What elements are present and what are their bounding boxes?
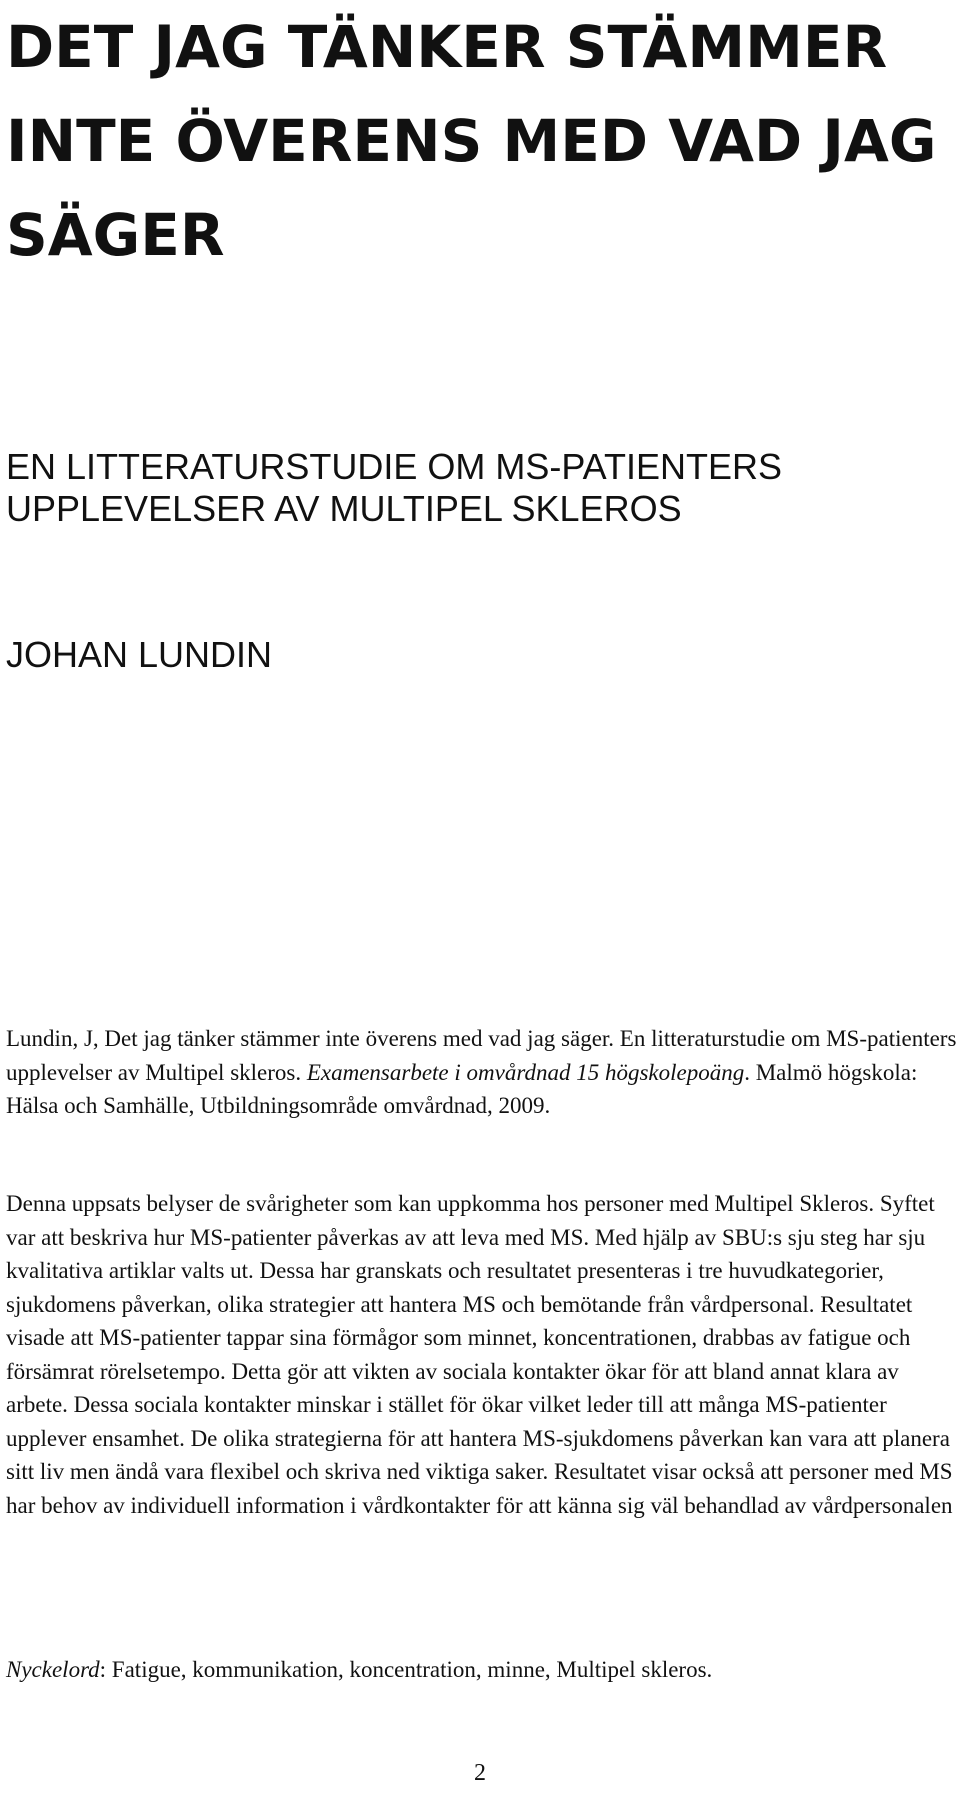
- keywords-line: [6, 1653, 960, 1687]
- keywords-text: : Fatigue, kommunikation, koncentration, minne, Multipel skleros.: [99, 1657, 713, 1682]
- document-subtitle: EN LITTERATURSTUDIE OM MS-PATIENTERS UPPLEVELSER AV MULTIPEL SKLEROS: [6, 446, 783, 529]
- citation-text: Lundin, J, Det jag tänker stämmer inte överens med vad jag säger. En litteraturstudie om MS-patienters upplevelser av Multipel skleros.: [6, 1026, 957, 1085]
- citation-paragraph: [6, 1022, 960, 1123]
- citation-italic-text: Examensarbete i omvårdnad 15 högskolepoäng: [306, 1059, 745, 1085]
- keywords-label: Nyckelord: [6, 1657, 100, 1682]
- author-name: JOHAN LUNDIN: [6, 634, 273, 675]
- document-title: DET JAG TÄNKER STÄMMER INTE ÖVERENS MED VAD JAG SÄGER: [6, 13, 937, 269]
- abstract-paragraph: Denna uppsats belyser de svårigheter som kan uppkomma hos personer med Multipel Skleros. Syftet var att beskriva hur MS-patienter påverkas av att leva med MS. Med hjälp av SBU:s sju steg har sju kvalitativa artiklar valts ut. Dessa har granskats och resultatet presenteras i tre huvudkategorier, sjukdomens påverkan, olika strategier att hantera MS och bemötande från vårdpersonal. Resultatet visade att MS-patienter tappar sina förmågor som minnet, koncentrationen, drabbas av fatigue och försämrat rörelsetempo. Detta gör att vikten av sociala kontakter ökar för att bland annat klara av arbete. Dessa sociala kontakter minskar i stället för ökar vilket leder till att många MS-patienter upplever ensamhet. De olika strategierna för att hantera MS-sjukdomens påverkan kan vara att planera sitt liv men ändå vara flexibel och skriva ned viktiga saker. Resultatet visar också att personer med MS har behov av individuell information i vårdkontakter för att känna sig väl behandlad av vårdpersonalen: [6, 1191, 953, 1518]
- page-number: 2: [474, 1760, 486, 1786]
- citation-text-end: . Malmö högskola: Hälsa och Samhälle, Utbildningsområde omvårdnad, 2009.: [6, 1059, 918, 1118]
